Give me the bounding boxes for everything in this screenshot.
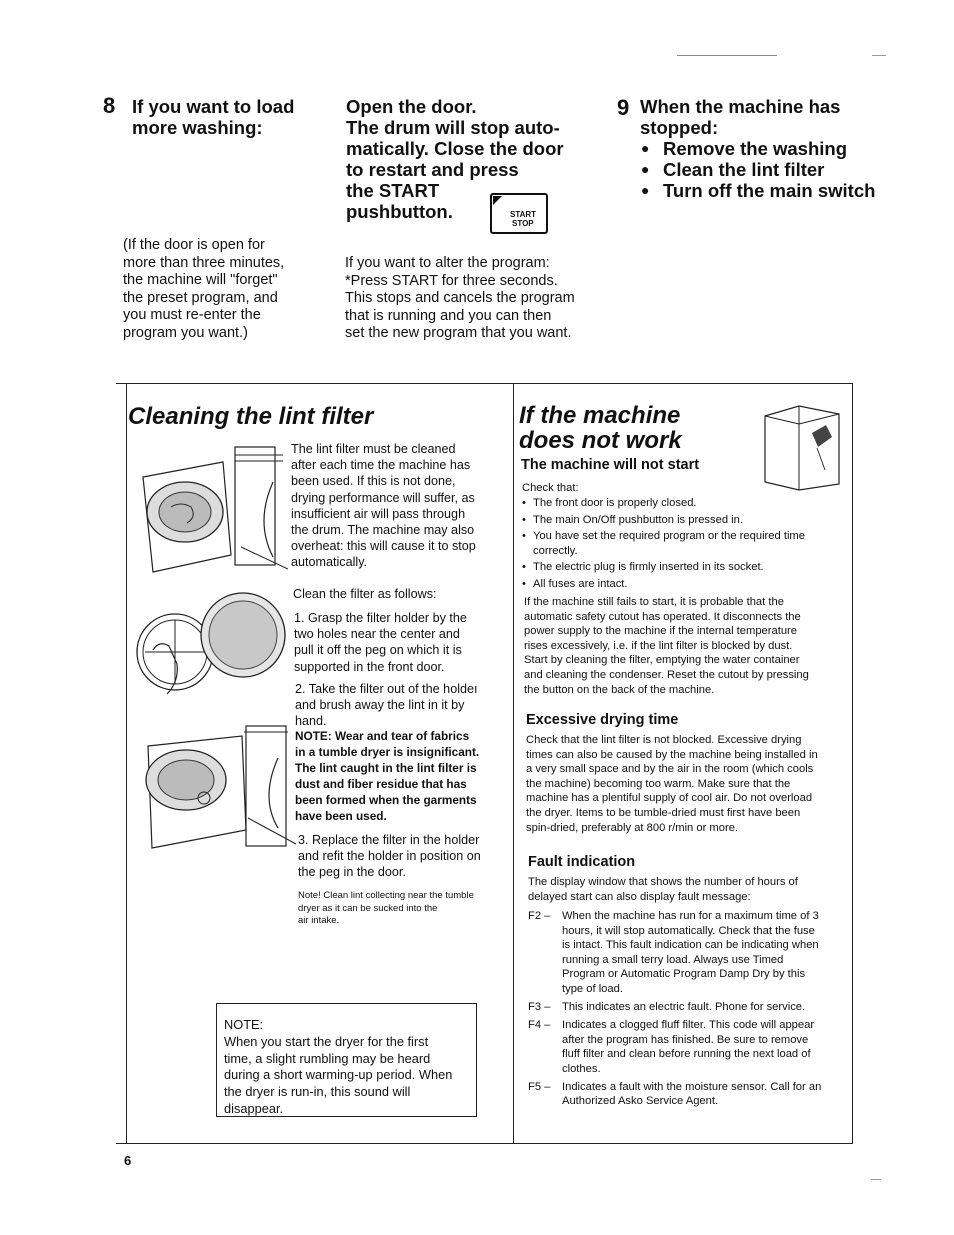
start-label: START bbox=[510, 210, 537, 219]
text-line: and cleaning the condenser. Reset the cutout by pressing bbox=[524, 668, 809, 681]
text-line: This stops and cancels the program bbox=[345, 290, 575, 306]
fault-code: F4 – bbox=[528, 1019, 551, 1032]
text-line: This indicates an electric fault. Phone for service. bbox=[562, 1000, 806, 1013]
text-line: two holes near the center and bbox=[294, 627, 460, 642]
fault-indication-heading: Fault indication bbox=[528, 854, 636, 870]
text-line: pull it off the peg on which it is bbox=[294, 643, 462, 658]
text-line: air intake. bbox=[298, 915, 340, 926]
text-line: fluff filter and clean before running the next load of bbox=[562, 1048, 811, 1061]
text-line: The lint filter must be cleaned bbox=[291, 442, 456, 456]
step-9-number: 9 bbox=[617, 95, 630, 120]
text-line: in a tumble dryer is insignificant. bbox=[295, 745, 480, 759]
text-line: and refit the holder in position on bbox=[298, 849, 481, 864]
step-9-title bbox=[640, 96, 900, 138]
step-8-title-line: If you want to load bbox=[132, 96, 295, 117]
text-line: running a small terry load. Always use Timed bbox=[562, 953, 784, 966]
text-line: the dryer is run-in, this sound will bbox=[224, 1084, 411, 1100]
text-line: and brush away the lint in it by bbox=[295, 698, 465, 713]
fault-list bbox=[528, 909, 846, 1109]
lint-section-title: Cleaning the lint filter bbox=[128, 403, 374, 430]
text-line: The lint caught in the lint filter is bbox=[295, 761, 477, 775]
text-line: Program or Automatic Program Damp Dry by this bbox=[562, 968, 806, 981]
wear-tear-note bbox=[295, 728, 505, 824]
text-line: The display window that shows the number of hours of bbox=[528, 876, 798, 888]
fault-item-f2 bbox=[528, 909, 846, 997]
fault-code: F3 – bbox=[528, 1000, 551, 1013]
text-line: When you start the dryer for the first bbox=[224, 1033, 429, 1049]
text-line: Open the door. bbox=[346, 96, 477, 117]
fault-desc bbox=[562, 1080, 846, 1109]
top-decorative-rule bbox=[677, 55, 777, 56]
text-line: Note! Clean lint collecting near the tumble bbox=[298, 890, 474, 901]
text-line: automatically. bbox=[291, 555, 368, 570]
step-9-bullet-list bbox=[641, 138, 901, 201]
stop-label: STOP bbox=[512, 219, 534, 228]
text-line: 2. Take the filter out of the holdeı bbox=[295, 682, 478, 696]
text-line: the drum. The machine may also bbox=[291, 523, 475, 538]
check-list bbox=[522, 496, 842, 592]
center-divider-line bbox=[513, 383, 514, 1144]
text-line: automatic safety cutout has operated. It disconnects the bbox=[524, 610, 801, 623]
text-line: the button on the back of the machine. bbox=[524, 683, 715, 696]
text-line: Check that the lint filter is not blocked. Excessive drying bbox=[526, 734, 802, 746]
text-line: the START bbox=[346, 180, 440, 201]
text-line: When the machine has run for a maximum time of 3 bbox=[562, 910, 819, 922]
text-line: disappear. bbox=[224, 1100, 284, 1116]
text-line: stopped: bbox=[640, 117, 719, 138]
text-line: set the new program that you want. bbox=[345, 325, 572, 341]
fault-code: F2 – bbox=[528, 910, 551, 922]
text-line: hand. bbox=[295, 714, 327, 729]
step-8-paren-text bbox=[123, 237, 333, 342]
text-line: overheat: this will cause it to stop bbox=[291, 539, 476, 554]
list-item: • The main On/Off pushbutton is pressed in. bbox=[522, 513, 842, 528]
text-line: drying performance will suffer, as bbox=[291, 490, 475, 505]
text-line: during a short warming-up period. When bbox=[224, 1067, 453, 1083]
alter-program-text bbox=[345, 255, 605, 343]
fault-desc bbox=[562, 1000, 846, 1015]
fault-item-f5 bbox=[528, 1080, 846, 1109]
text-line: that is running and you can then bbox=[345, 307, 552, 324]
will-not-start-heading: The machine will not start bbox=[521, 457, 700, 473]
list-item: ● Clean the lint filter bbox=[641, 159, 901, 180]
step-2-text bbox=[295, 681, 505, 730]
text-line: matically. Close the door bbox=[346, 138, 564, 159]
text-line: 1. Grasp the filter holder by the bbox=[294, 611, 467, 625]
text-line: the preset program, and bbox=[123, 289, 278, 306]
list-item: ● Remove the washing bbox=[641, 138, 901, 159]
list-item: • The front door is properly closed. bbox=[522, 496, 842, 511]
text-line: been used. If this is not done, bbox=[291, 474, 456, 489]
text-line: times can also be caused by the machine being installed in bbox=[526, 748, 818, 761]
text-line: after each time the machine has bbox=[291, 458, 471, 473]
text-line: Authorized Asko Service Agent. bbox=[562, 1095, 719, 1108]
text-line: have been used. bbox=[295, 809, 387, 823]
corner-triangle-icon bbox=[493, 196, 507, 210]
text-line: program you want.) bbox=[123, 324, 248, 341]
step-1-text bbox=[294, 610, 504, 675]
text-line: is intact. This fault indication can be indicating when bbox=[562, 939, 819, 952]
small-note-text bbox=[298, 890, 508, 928]
list-item: • The electric plug is firmly inserted in its socket. bbox=[522, 560, 842, 575]
text-line: you must re-enter the bbox=[123, 307, 261, 323]
lint-intro-text bbox=[291, 441, 511, 571]
text-line: the machine will "forget" bbox=[123, 272, 278, 288]
text-line: insufficient air will pass through bbox=[291, 506, 466, 521]
check-that-label: Check that: bbox=[522, 482, 579, 494]
text-line: dust and fiber residue that has bbox=[295, 777, 467, 791]
text-line: spin-dried, preferably at 800 r/min or more. bbox=[526, 821, 739, 834]
fault-item-f4 bbox=[528, 1018, 846, 1076]
text-line: delayed start can also display fault message: bbox=[528, 890, 751, 903]
text-line: If the machine bbox=[519, 402, 681, 429]
text-line: The drum will stop auto- bbox=[346, 117, 560, 138]
text-line: does not work bbox=[519, 427, 682, 454]
step-8-title bbox=[132, 96, 322, 138]
page-number: 6 bbox=[124, 1153, 132, 1168]
text-line: power supply to the machine if the internal temperature bbox=[524, 625, 798, 638]
text-line: NOTE: Wear and tear of fabrics bbox=[295, 729, 470, 743]
text-line: If the machine still fails to start, it is probable that the bbox=[524, 596, 784, 608]
filter-in-door-illustration bbox=[123, 437, 288, 577]
text-line: Indicates a clogged fluff filter. This code will appear bbox=[562, 1019, 815, 1032]
text-line: (If the door is open for bbox=[123, 237, 265, 253]
text-line: type of load. bbox=[562, 982, 623, 995]
step-3-text bbox=[298, 832, 508, 881]
still-fails-text bbox=[524, 595, 844, 697]
text-line: the peg in the door. bbox=[298, 865, 406, 880]
text-line: *Press START for three seconds. bbox=[345, 272, 558, 289]
text-line: If you want to alter the program: bbox=[345, 255, 550, 271]
text-line: pushbutton. bbox=[346, 201, 453, 222]
clean-as-follows-text: Clean the filter as follows: bbox=[293, 587, 437, 601]
step-8-number: 8 bbox=[103, 93, 116, 118]
refit-filter-illustration bbox=[138, 718, 298, 853]
text-line: supported in the front door. bbox=[294, 659, 445, 674]
text-line: Indicates a fault with the moisture sensor. Call for an bbox=[562, 1080, 822, 1093]
filter-holder-illustration bbox=[133, 590, 293, 710]
text-line: Start by cleaning the filter, emptying the water container bbox=[524, 654, 800, 667]
step-8-title-line: more washing: bbox=[132, 117, 263, 138]
fault-item-f3 bbox=[528, 1000, 846, 1015]
list-item: • You have set the required program or the required time correctly. bbox=[522, 529, 842, 558]
fault-desc bbox=[562, 1018, 846, 1076]
bottom-right-dash bbox=[871, 1179, 881, 1180]
text-line: hours, it will stop automatically. Check that the fuse bbox=[562, 924, 815, 937]
text-line: the machine) becoming too warm. Make sure that the bbox=[526, 777, 791, 790]
excessive-drying-heading: Excessive drying time bbox=[526, 712, 679, 728]
top-decorative-dash bbox=[872, 55, 886, 56]
list-item: ● Turn off the main switch bbox=[641, 180, 901, 201]
text-line: more than three minutes, bbox=[123, 254, 285, 271]
list-item: • All fuses are intact. bbox=[522, 577, 842, 592]
text-line: to restart and press bbox=[346, 159, 519, 180]
text-line: been formed when the garments bbox=[295, 793, 477, 807]
open-door-instructions bbox=[346, 96, 586, 222]
text-line: machine has a plentiful supply of cool air. Do not overload bbox=[526, 792, 813, 805]
start-stop-button-icon bbox=[490, 193, 548, 234]
text-line: clothes. bbox=[562, 1062, 601, 1075]
fault-desc bbox=[562, 909, 846, 997]
rumbling-note-box bbox=[216, 1003, 477, 1117]
fault-intro-text bbox=[528, 875, 848, 904]
dryer-machine-illustration bbox=[757, 398, 847, 493]
text-line: NOTE: bbox=[224, 1017, 264, 1032]
text-line: time, a slight rumbling may be heard bbox=[224, 1050, 431, 1066]
text-line: the dryer. Items to be tumble-dried must first have been bbox=[526, 806, 801, 819]
fault-code: F5 – bbox=[528, 1080, 551, 1093]
excessive-drying-text bbox=[526, 733, 846, 835]
text-line: 3. Replace the filter in the holder bbox=[298, 833, 480, 847]
text-line: rises excessively, i.e. if the lint filter is blocked by dust. bbox=[524, 639, 793, 652]
text-line: after the program has finished. Be sure to remove bbox=[562, 1033, 809, 1046]
trouble-section-title bbox=[519, 403, 682, 453]
text-line: dryer as it can be sucked into the bbox=[298, 902, 438, 914]
text-line: a very small space and by the air in the room (which cools bbox=[526, 763, 814, 776]
text-line: When the machine has bbox=[640, 96, 841, 117]
